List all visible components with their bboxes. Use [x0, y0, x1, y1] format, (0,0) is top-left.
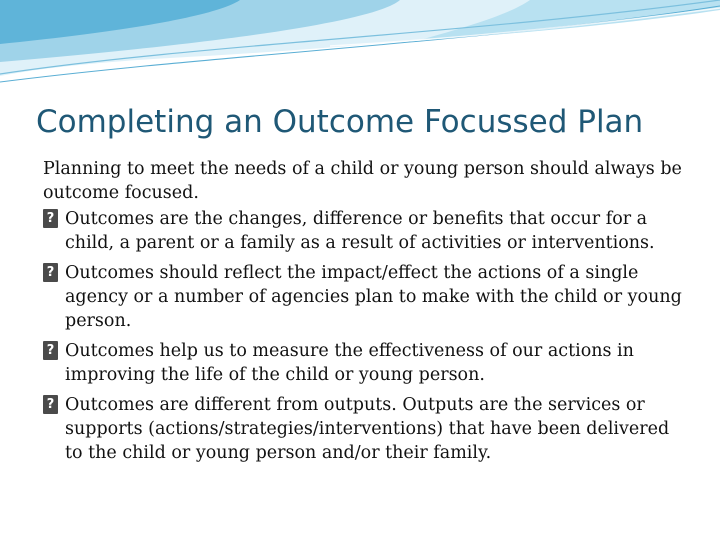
missing-glyph-icon: [43, 395, 58, 414]
list-item: [43, 339, 683, 387]
list-item: [43, 207, 683, 255]
list-item-text: Outcomes help us to measure the effectiveness of our actions in improving the life of the child or young person.: [65, 341, 634, 385]
intro-paragraph: Planning to meet the needs of a child or young person should always be outcome focused.: [43, 159, 682, 203]
missing-glyph-icon: [43, 209, 58, 228]
content-body: [43, 156, 683, 471]
list-item: [43, 261, 683, 333]
list-item: [43, 393, 683, 465]
header-wave-decoration: [0, 0, 720, 90]
page-title: Completing an Outcome Focussed Plan: [36, 104, 644, 140]
list-item-text: Outcomes are the changes, difference or benefits that occur for a child, a parent or a family as a result of activities or interventions.: [65, 209, 655, 253]
bullet-list: [43, 207, 683, 465]
list-item-text: Outcomes are different from outputs. Outputs are the services or supports (actions/strategies/interventions) that have been delivered to the child or young person and/or their family.: [65, 395, 670, 463]
missing-glyph-icon: [43, 341, 58, 360]
list-item-text: Outcomes should reflect the impact/effect the actions of a single agency or a number of agencies plan to make with the child or young person.: [65, 263, 682, 331]
missing-glyph-icon: [43, 263, 58, 282]
